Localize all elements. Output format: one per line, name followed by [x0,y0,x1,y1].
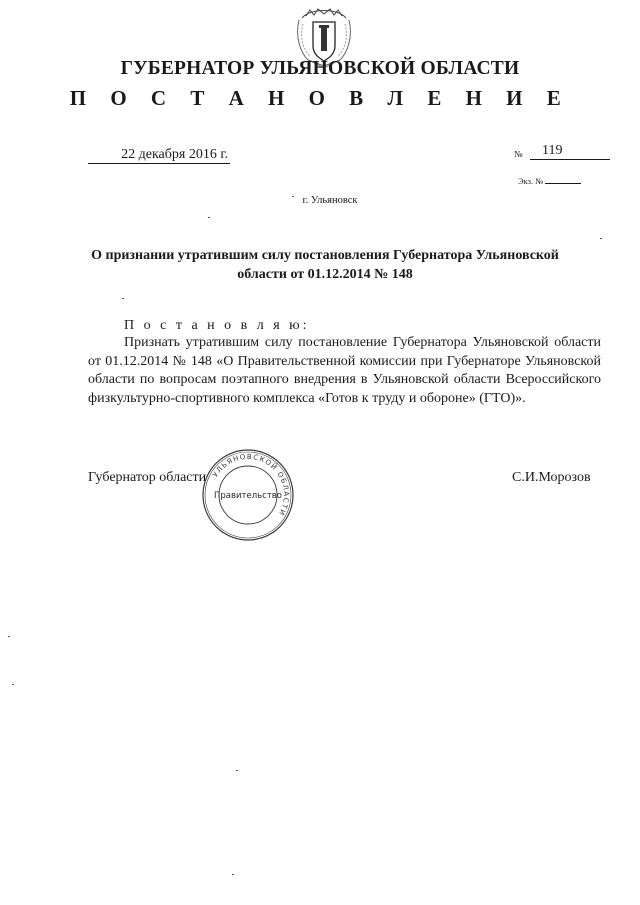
copy-number-field [518,176,581,186]
signatory-name: С.И.Морозов [512,470,591,485]
copy-label: Экз. № [518,176,544,186]
scan-speck [232,874,234,875]
city: г. Ульяновск [302,195,358,206]
signatory-position: Губернатор области [88,470,207,485]
copy-number-line [545,183,581,184]
document-date: 22 декабря 2016 г. [88,147,230,164]
seal-ring-text: УЛЬЯНОВСКОЙ ОБЛАСТИ [211,452,291,518]
issuing-authority: ГУБЕРНАТОР УЛЬЯНОВСКОЙ ОБЛАСТИ [120,58,520,79]
scan-speck [122,298,124,299]
body-paragraph: Признать утратившим силу постановление Губернатора Ульяновской области от 01.12.2014 № 148 «О Правительственной комиссии при Губернаторе Ульяновской области по вопросам поэтапного внедрения в Ульяновской области Всероссийского физкультурно-спортивного комплекса «Готов к труду и обороне» (ГТО)». [88,335,601,406]
scan-speck [236,770,238,771]
document-type: П О С Т А Н О В Л Е Н И Е [69,86,571,110]
svg-text:УЛЬЯНОВСКОЙ ОБЛАСТИ [211,453,290,517]
scan-speck [208,217,210,218]
official-stamp-icon [200,447,296,543]
document-title: О признании утратившим силу постановления Губернатора Ульяновской области от 01.12.2014 № 148 [91,248,559,282]
decree-word: П о с т а н о в л я ю: [124,318,310,333]
scan-speck [292,196,294,197]
document-number: 119 [530,143,610,160]
scan-speck [600,238,602,239]
scan-speck [12,684,14,685]
scan-speck [8,636,10,637]
number-sign: № [514,149,523,159]
seal-center-text: Правительство [214,491,282,501]
